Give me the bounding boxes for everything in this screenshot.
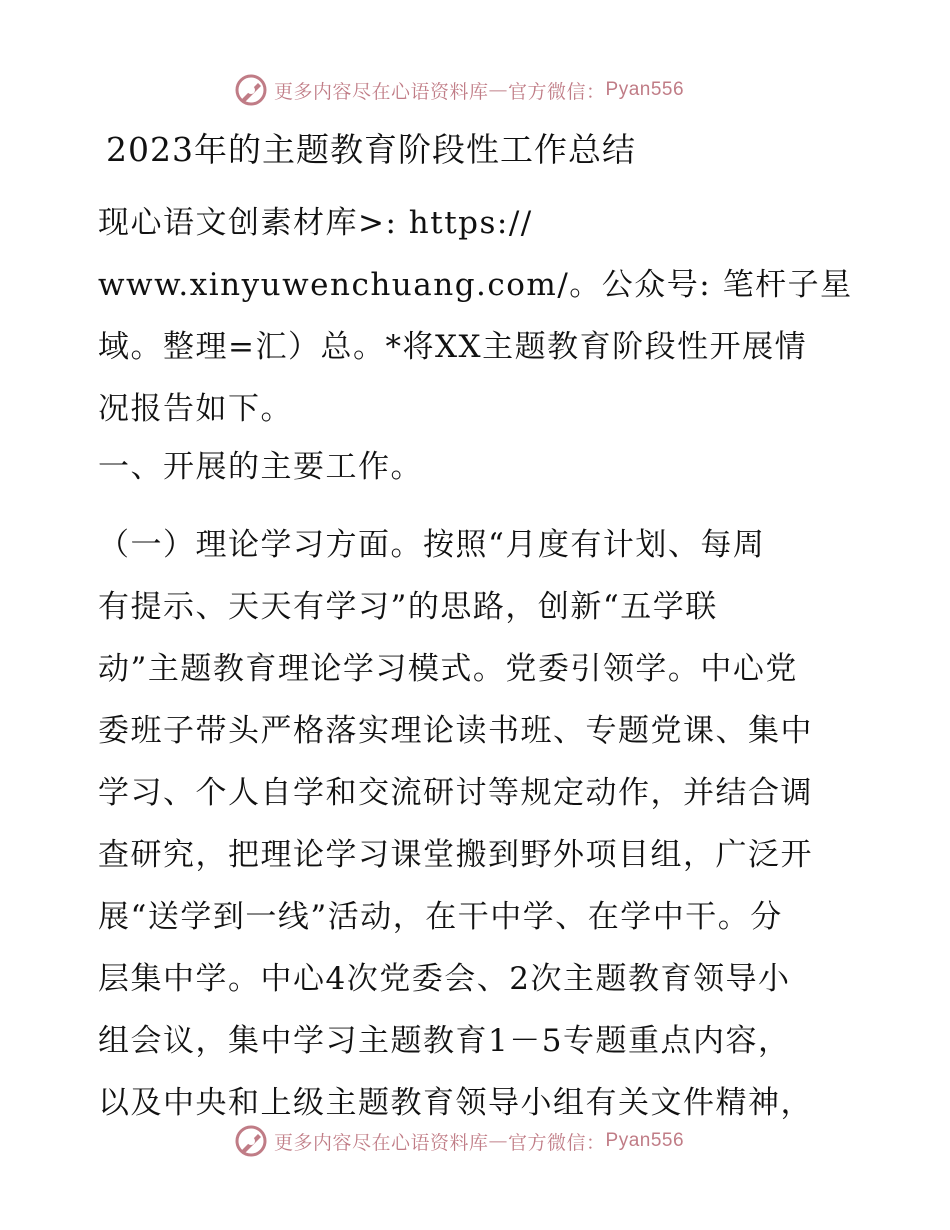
paragraph-line: 域。整理=汇）总。*将XX主题教育阶段性开展情 (98, 329, 808, 365)
paragraph-line: 以及中央和上级主题教育领导小组有关文件精神， (98, 1085, 813, 1121)
section-heading-text: 一、开展的主要工作。 (98, 449, 423, 485)
watermark-wechat-id: Pyan556 (605, 79, 685, 100)
watermark-main-text: 更多内容尽在心语资料库 (274, 1131, 489, 1154)
paragraph-line: 委班子带头严格落实理论读书班、专题党课、集中 (98, 713, 813, 749)
paragraph-line: 况报告如下。 (98, 391, 293, 427)
paragraph-line: 动”主题教育理论学习模式。党委引领学。中心党 (98, 651, 798, 687)
pen-logo-icon (234, 1124, 268, 1158)
paragraph-line: 展“送学到一线”活动，在干中学、在学中干。分 (98, 899, 783, 935)
paragraph-line: 层集中学。中心4次党委会、2次主题教育领导小 (98, 961, 791, 997)
watermark-separator: — (488, 1130, 509, 1152)
watermark-sub-text: 官方微信 (508, 1131, 587, 1154)
watermark-footer (234, 1123, 754, 1159)
watermark-colon: ： (586, 1131, 606, 1154)
document-title: 2023年的主题教育阶段性工作总结 (106, 130, 636, 169)
watermark-sub-text: 官方微信 (508, 80, 587, 103)
paragraph-line: 有提示、天天有学习”的思路，创新“五学联 (98, 589, 718, 625)
watermark-separator: — (488, 79, 509, 101)
watermark-colon: ： (586, 80, 606, 103)
section-heading (98, 436, 858, 498)
watermark-wechat-id: Pyan556 (605, 1130, 685, 1151)
paragraph-line: （一）理论学习方面。按照“月度有计划、每周 (98, 527, 766, 563)
paragraph-line: 学习、个人自学和交流研讨等规定动作，并结合调 (98, 775, 813, 811)
watermark-main-text: 更多内容尽在心语资料库 (274, 80, 489, 103)
paragraph-line: www.xinyuwenchuang.com/。公众号: 笔杆子星 (98, 267, 853, 303)
paragraph-line: 现心语文创素材库>: https:// (98, 205, 533, 241)
theory-study-paragraph (98, 514, 858, 1134)
intro-paragraph (98, 192, 858, 440)
pen-logo-icon (234, 73, 268, 107)
paragraph-line: 组会议，集中学习主题教育1－5专题重点内容， (98, 1023, 791, 1059)
watermark-header (234, 72, 754, 108)
paragraph-line: 查研究，把理论学习课堂搬到野外项目组，广泛开 (98, 837, 813, 873)
